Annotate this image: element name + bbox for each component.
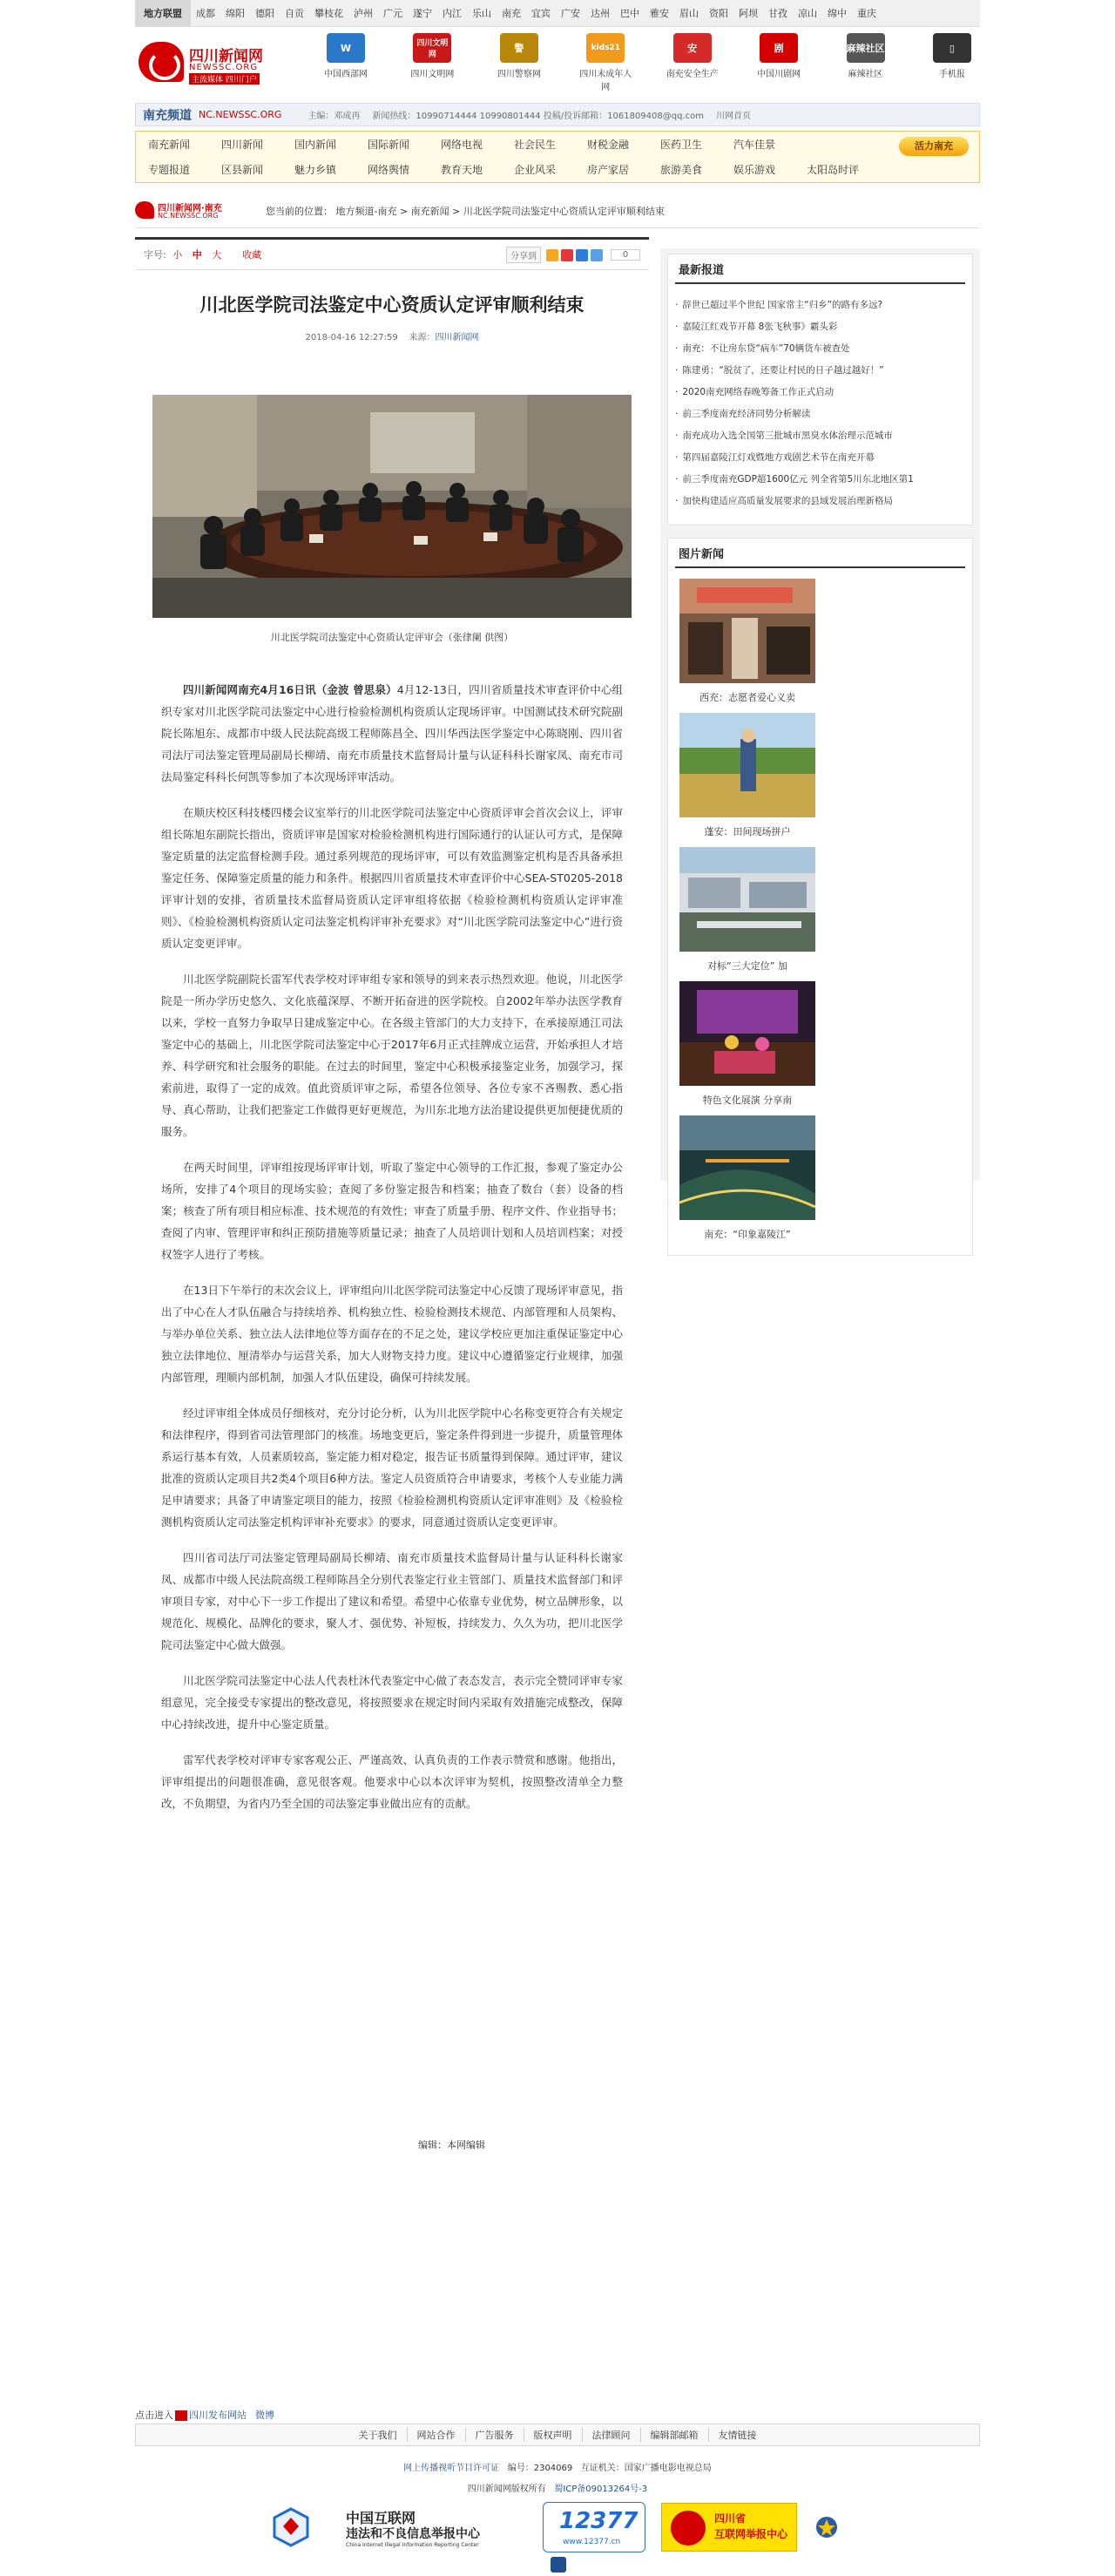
- channel-logo-title: 四川新闻网·南充: [158, 203, 222, 214]
- nav-item[interactable]: 汽车佳景: [733, 139, 776, 151]
- latest-news-item[interactable]: · 加快构建适应高质量发展要求的县域发展治理新格局: [675, 491, 965, 512]
- market-photo-image: [679, 579, 815, 683]
- weibo-link[interactable]: 微博: [255, 2410, 274, 2421]
- city-link[interactable]: 遂宁: [413, 8, 432, 19]
- city-link[interactable]: 重庆: [857, 8, 876, 19]
- footer-enter-links: [135, 2408, 274, 2422]
- partner-link[interactable]: [751, 33, 807, 92]
- license-authority: 互证机关：国家广播电影电视总局: [580, 2464, 712, 2473]
- photo-news-image: [679, 579, 815, 683]
- partner-link-label: 四川警察网: [497, 70, 541, 79]
- photo-news-image: [679, 1115, 815, 1220]
- city-link[interactable]: 资阳: [709, 8, 728, 19]
- photo-news-image: [679, 981, 815, 1086]
- icp-link[interactable]: 蜀ICP备09013264号-3: [554, 2484, 648, 2494]
- article-paragraph: 在顺庆校区科技楼四楼会议室举行的川北医学院司法鉴定中心资质评审会首次会议上，评审组长陈旭东副院长指出，资质评审是国家对检验检测机构进行国际通行的认证认可方式，是保障鉴定质量的法定监督检测手段。通过系列规范的现场评审，可以有效监测鉴定机构是否具备承担鉴定任务、保障鉴定质量的能力和条件。根据四川省质量技术审查评价中心SEA-ST0205-2018评审计划的安排，省质量技术监督局资质认定评审组将依据《检验检测机构资质认定评审准则》、《检验检测机构资质认定司法鉴定机构评审补充要求》对“川北医学院司法鉴定中心”进行资质认定变更评审。: [161, 806, 623, 950]
- footer-link[interactable]: 广告服务: [466, 2428, 524, 2442]
- nav-item[interactable]: 房产家居: [587, 164, 630, 176]
- footer-link[interactable]: 友情链接: [718, 2430, 757, 2441]
- photo-news-title: 图片新闻: [679, 548, 725, 561]
- city-link[interactable]: 雅安: [650, 8, 669, 19]
- photo-news-caption[interactable]: 对标“三大定位” 加: [707, 960, 787, 972]
- sichuan-release-link[interactable]: 四川发布网站: [189, 2410, 247, 2421]
- nav-item[interactable]: 医药卫生: [660, 139, 703, 151]
- city-link[interactable]: 眉山: [679, 8, 699, 19]
- baidu-share-icon[interactable]: [576, 249, 588, 261]
- article-title: 川北医学院司法鉴定中心资质认定评审顺利结束: [199, 294, 585, 315]
- photo-news-item[interactable]: [673, 847, 821, 973]
- article-date: 2018-04-16 12:27:59: [305, 333, 398, 342]
- font-large-button[interactable]: 大: [212, 249, 222, 261]
- nav-item[interactable]: 太阳岛时评: [807, 164, 860, 176]
- article-paragraph: [161, 679, 623, 788]
- latest-news-title: 最新报道: [679, 264, 725, 277]
- footer-link[interactable]: 关于我们: [349, 2428, 408, 2442]
- license-number: 编号：2304069: [507, 2464, 573, 2473]
- report-12377-url: www.12377.cn: [563, 2538, 621, 2546]
- footer-license: [0, 2460, 1115, 2473]
- latest-news-list: [668, 284, 972, 525]
- report-center-logo-icon: [269, 2505, 313, 2549]
- city-link[interactable]: 成都: [196, 8, 215, 19]
- western-net-icon: W: [327, 33, 365, 63]
- nav-item[interactable]: 网络舆情: [368, 164, 410, 176]
- article-dateline: 四川新闻网南充4月16日讯（金波 曾思泉）: [183, 683, 397, 696]
- industrial-park-image: [679, 847, 815, 952]
- share-count: 0: [611, 249, 640, 261]
- article-photo: [152, 395, 632, 618]
- city-link[interactable]: 绵阳: [226, 8, 245, 19]
- logo-domain: NEWSSC.ORG: [189, 63, 259, 72]
- city-link[interactable]: 甘孜: [768, 8, 787, 19]
- favorite-button[interactable]: 收藏: [242, 249, 262, 261]
- city-link[interactable]: 南充: [502, 8, 521, 19]
- share-button[interactable]: 分享到: [506, 247, 541, 263]
- footer-link[interactable]: 编辑部邮箱: [641, 2428, 709, 2442]
- river-night-image: [679, 1115, 815, 1220]
- city-link[interactable]: 达州: [591, 8, 610, 19]
- nav-item[interactable]: 区县新闻: [221, 164, 264, 176]
- sichuan-report-logo-icon: [671, 2511, 706, 2545]
- region-bar: [135, 0, 980, 27]
- license-link[interactable]: 网上传播视听节目许可证: [403, 2464, 500, 2473]
- partner-link-label: 四川文明网: [410, 70, 455, 79]
- logo-title: 四川新闻网: [189, 48, 263, 65]
- latest-news-item[interactable]: · 前三季度南充经济同势分析解读: [675, 403, 965, 425]
- article-body: [135, 679, 649, 1814]
- latest-news-item[interactable]: · 前三季度南充GDP超1600亿元 列全省第5川东北地区第1: [675, 469, 965, 491]
- nav-item[interactable]: 专题报道: [148, 164, 191, 176]
- nav-row-1: [136, 132, 979, 157]
- photo-news-caption[interactable]: 南充：“印象嘉陵江”: [704, 1229, 791, 1240]
- article-column: [135, 237, 649, 1828]
- meeting-photo-image: [152, 395, 632, 618]
- partner-link-label: 麻辣社区: [848, 70, 883, 79]
- city-link[interactable]: 巴中: [620, 8, 639, 19]
- footer-link[interactable]: 法律顾问: [583, 2428, 641, 2442]
- mala-community-icon: 麻辣社区: [847, 33, 885, 63]
- article-paragraph: 川北医学院副院长雷军代表学校对评审组专家和领导的到来表示热烈欢迎。他说，川北医学院是一所办学历史悠久、文化底蕴深厚、不断开拓奋进的医学院校。自2002年举办法医学教育以来，学校一直努力争取早日建成鉴定中心。在各级主管部门的大力支持下，在承接原通江司法鉴定中心的基础上，川北医学院司法鉴定中心于2017年6月正式挂牌成立运营，开始承担人才培养、科学研究和社会服务的职能。在过去的时间里，鉴定中心积极承接鉴定业务，加强学习，探索前进，取得了一定的成效。值此资质评审之际，希望各位领导、各位专家不吝赐教、悉心指导、真心帮助，让我们把鉴定工作做得更好更规范，为川东北地方法治建设提供更加便捷优质的服务。: [161, 973, 623, 1138]
- footer-links: [135, 2423, 980, 2446]
- enter-label: 点击进入: [135, 2410, 173, 2421]
- latest-news-item[interactable]: · 辞世已超过半个世纪 国家常主“归乡”的路有多远?: [675, 295, 965, 316]
- photo-news-item[interactable]: [673, 1115, 821, 1241]
- nav-item[interactable]: 国内新闻: [294, 139, 337, 151]
- city-links: [191, 6, 882, 20]
- mobile-phone-icon: ▯: [933, 33, 971, 63]
- article-paragraph: 川北医学院司法鉴定中心法人代表杜沐代表鉴定中心做了表态发言，表示完全赞同评审专家组意见，完全接受专家提出的整改意见，将按照要求在规定时间内采取有效措施完成整改，保障中心持续改进，提升中心鉴定质量。: [161, 1674, 623, 1731]
- police-badge[interactable]: [813, 2514, 841, 2540]
- opera-icon: 剧: [760, 33, 798, 63]
- latest-news-item[interactable]: · 嘉陵江红戏节开幕 8张飞秋事》霸头彩: [675, 316, 965, 338]
- photo-news-item[interactable]: [673, 981, 821, 1107]
- nav-item[interactable]: 财税金融: [587, 139, 630, 151]
- channel-logo-domain: NC.NEWSSC.ORG: [158, 211, 219, 220]
- photo-news-caption[interactable]: 西充：志愿者爱心义卖: [699, 692, 795, 703]
- sichuan-report-center-badge[interactable]: [661, 2503, 797, 2552]
- partner-link[interactable]: [924, 33, 980, 92]
- copyright-text: 四川新闻网版权所有: [467, 2484, 546, 2494]
- photo-news-caption[interactable]: 特色文化展演 分享南: [702, 1095, 793, 1106]
- photo-news-grid: [668, 568, 972, 1255]
- sichuan-report-subtitle: 互联网举报中心: [714, 2528, 788, 2540]
- city-link[interactable]: 内江: [443, 8, 462, 19]
- photo-news-image: [679, 713, 815, 817]
- article-paragraph: 经过评审组全体成员仔细核对，充分讨论分析，认为川北医学院中心名称变更符合有关规定和法律程序，得到省司法管理部门的核准。场地变更后，鉴定条件得到进一步提升，质量管理体系运行基本有效，人员素质较高，鉴定能力相对稳定，报告证书质量得到保障。通过评审，建议批准的资质认定项目共2类4个项目6种方法。鉴定人员资质符合申请要求，考核个人专业能力满足申请要求；具备了申请鉴定项目的能力，按照《检验检测机构资质认定评审准则》及《检验检测机构资质认定司法鉴定机构评审补充要求》的要求，同意通过资质认定变更评审。: [161, 1407, 623, 1529]
- article-source-link[interactable]: 四川新闻网: [435, 333, 479, 342]
- article-paragraph: 雷军代表学校对评审专家客观公正、严谨高效、认真负责的工作表示赞赏和感谢。他指出，评审组提出的问题很准确，意见很客观。他要求中心以本次评审为契机，按照整改清单全力整改，不负期望，为省内乃至全国的司法鉴定事业做出应有的贡献。: [161, 1753, 623, 1810]
- footer-link[interactable]: 网站合作: [408, 2428, 466, 2442]
- city-link[interactable]: 宜宾: [531, 8, 551, 19]
- nav-item[interactable]: 魅力乡镇: [294, 164, 337, 176]
- nav-item[interactable]: 网络电视: [441, 139, 483, 151]
- report-badges: [266, 2499, 841, 2555]
- city-link[interactable]: 广元: [383, 8, 402, 19]
- civilization-net-icon: 四川文明网: [413, 33, 451, 63]
- partner-link-label: 四川未成年人网: [579, 70, 632, 92]
- article-editor: 编辑：本网编辑: [418, 2139, 485, 2151]
- photo-news-box: [667, 538, 973, 1256]
- report-center-english: China Internet Illegal Information Reporting Center: [346, 2542, 479, 2548]
- city-link[interactable]: 绵中: [828, 8, 847, 19]
- breadcrumb-path[interactable]: 您当前的位置： 地方频道-南充 > 南充新闻 > 川北医学院司法鉴定中心资质认定评审顺利结束: [266, 205, 665, 217]
- qzone-share-icon[interactable]: [546, 249, 558, 261]
- report-center-title: 中国互联网: [346, 2510, 416, 2526]
- nav-item[interactable]: 国际新闻: [368, 139, 410, 151]
- sichuan-report-title: 四川省: [714, 2512, 747, 2525]
- font-size-controls: [144, 247, 225, 261]
- partner-links: [309, 33, 980, 92]
- nav-row-2: [136, 157, 979, 182]
- nav-item[interactable]: 教育天地: [441, 164, 483, 176]
- nav-special-badge[interactable]: 活力南充: [899, 137, 969, 156]
- latest-news-item[interactable]: · 第四届嘉陵江灯戏暨地方戏剧艺术节在南充开幕: [675, 447, 965, 469]
- article-paragraph: 在13日下午举行的末次会议上，评审组向川北医学院司法鉴定中心反馈了现场评审意见，指出了中心在人才队伍融合与持续培养、机构独立性、检验检测技术规范、内部管理和人员架构、与举办单位关系、独立法人法律地位等方面存在的不足之处，建议学校应更加注重保证鉴定中心独立法律地位、厘清举办与运营关系，加大人财物支持力度。建议中心遵循鉴定行业规律，加强内部管理，理顺内部机制，加强人才队伍建设，确保可持续发展。: [161, 1284, 623, 1384]
- partner-link[interactable]: [665, 33, 720, 92]
- photo-news-caption[interactable]: 蓬安：田间现场拼户: [704, 826, 791, 837]
- footer-link[interactable]: 版权声明: [524, 2428, 583, 2442]
- nav-item[interactable]: 社会民生: [514, 139, 557, 151]
- report-center-subtitle: 违法和不良信息举报中心: [346, 2527, 480, 2541]
- channel-home-link[interactable]: 川网首页: [716, 112, 751, 121]
- city-link[interactable]: 德阳: [255, 8, 274, 19]
- font-size-label: 字号:: [144, 249, 166, 261]
- field-photo-image: [679, 713, 815, 817]
- city-link[interactable]: 自贡: [285, 8, 304, 19]
- safety-emblem-icon: 安: [673, 33, 712, 63]
- photo-caption: 川北医学院司法鉴定中心资质认定评审会（张律阑 供图）: [270, 632, 514, 643]
- article-meta: [135, 329, 649, 342]
- site-header: [135, 31, 980, 94]
- nav-item[interactable]: 企业风采: [514, 164, 557, 176]
- channel-bar: [135, 103, 980, 126]
- city-link[interactable]: 泸州: [354, 8, 373, 19]
- article-toolbar: [135, 237, 649, 270]
- partner-link[interactable]: [838, 33, 894, 92]
- channel-editor: 主编：邓成再: [307, 112, 361, 121]
- region-bar-title: 地方联盟: [135, 0, 191, 27]
- photo-news-item[interactable]: [673, 579, 821, 704]
- city-link[interactable]: 广安: [561, 8, 580, 19]
- city-link[interactable]: 乐山: [472, 8, 491, 19]
- article-paragraph: 在两天时间里，评审组按现场评审计划，听取了鉴定中心领导的工作汇报，参观了鉴定办公场所，安排了4个项目的现场实验；查阅了多份鉴定报告和档案；抽查了数台（套）设备的档案；核查了所有项目相应标准、技术规范的有效性；审查了质量手册、程序文件、作业指导书；查阅了内审、管理评审和纠正预防措施等质量记录；抽查了人员培训计划和人员培训档案；对授权签字人进行了考核。: [161, 1161, 623, 1261]
- partner-link[interactable]: [491, 33, 547, 92]
- latest-news-item[interactable]: · 南充成功入选全国第三批城市黑臭水体治理示范城市: [675, 425, 965, 447]
- footer-copyright: [0, 2481, 1115, 2494]
- channel-logo-icon: [135, 201, 154, 219]
- partner-link[interactable]: [404, 33, 460, 92]
- font-small-button[interactable]: 小: [172, 249, 183, 261]
- city-link[interactable]: 攀枝花: [314, 8, 343, 19]
- performance-photo-image: [679, 981, 815, 1086]
- latest-news-box: [667, 254, 973, 525]
- partner-link[interactable]: [578, 33, 633, 92]
- tencent-share-icon[interactable]: [591, 249, 603, 261]
- partner-link-label: 中国川剧网: [757, 70, 801, 79]
- sidebar: [660, 248, 980, 1240]
- partner-link-label: 南充安全生产: [666, 70, 719, 79]
- police-emblem-icon: [813, 2514, 841, 2540]
- latest-news-item[interactable]: · 南充：不让房东贷“病车”70辆货车被查处: [675, 338, 965, 360]
- font-medium-button[interactable]: 中: [192, 249, 202, 261]
- nav-item[interactable]: 四川新闻: [221, 139, 264, 151]
- article-paragraph-text: 4月12-13日，四川省质量技术审查评价中心组织专家对川北医学院司法鉴定中心进行检验检测机构资质认定现场评审。中国测试技术研究院副院长陈旭东、成都市中级人民法院高级工程师陈昌全、四川华西法医学鉴定中心陈晓刚、四川省司法厅司法鉴定管理局副局长柳靖、南充市质量技术监督局计量与认证科科长谢家凤、南充市司法局鉴定科科长何凯等参加了本次现场评审活动。: [161, 683, 623, 783]
- channel-hotline: 新闻热线：10990714444 10990801444 投稿/投诉邮箱：1061809408@qq.com: [372, 112, 704, 121]
- channel-logo[interactable]: [135, 198, 248, 224]
- article-source-label: 来源：: [409, 333, 436, 342]
- channel-name: 南充频道: [143, 108, 192, 123]
- cyber-report-center-badge[interactable]: [266, 2500, 527, 2554]
- channel-nav: [135, 131, 980, 183]
- report-12377-number: 12377: [559, 2508, 639, 2534]
- city-link[interactable]: 凉山: [798, 8, 817, 19]
- logo-slogan: 主流媒体 四川门户: [189, 73, 260, 85]
- photo-news-image: [679, 847, 815, 952]
- article-paragraph: 四川省司法厅司法鉴定管理局副局长柳靖、南充市质量技术监督局计量与认证科科长谢家凤、成都市中级人民法院高级工程师陈昌全分别代表鉴定行业主管部门、质量技术监督部门和评审项目专家，对中心下一步工作提出了建议和希望。希望中心依靠专业优势，树立品牌形象，以规范化、规模化、品牌化的要求，聚人才、强优势、补短板，持续发力、久久为功，把川北医学院司法鉴定中心做大做强。: [161, 1551, 623, 1651]
- partner-link-label: 中国西部网: [324, 70, 368, 79]
- nav-item[interactable]: 娱乐游戏: [733, 164, 776, 176]
- logo-mark-icon: [139, 42, 184, 82]
- report-12377-badge[interactable]: [543, 2502, 645, 2552]
- latest-news-item[interactable]: · 陈建勇：“脱贫了，还要让村民的日子越过越好！”: [675, 360, 965, 382]
- partner-link-label: 手机报: [938, 70, 965, 79]
- kids21-icon: kids21: [586, 33, 625, 63]
- city-link[interactable]: 阿坝: [739, 8, 758, 19]
- channel-domain: NC.NEWSSC.ORG: [199, 109, 282, 120]
- security-shield-icon[interactable]: [551, 2557, 566, 2573]
- weibo-share-icon[interactable]: [561, 249, 573, 261]
- partner-link[interactable]: [318, 33, 374, 92]
- police-badge-icon: 警: [500, 33, 538, 63]
- photo-news-item[interactable]: [673, 713, 821, 838]
- sichuan-release-icon: [175, 2410, 187, 2421]
- site-logo[interactable]: [135, 37, 309, 89]
- nav-item[interactable]: 旅游美食: [660, 164, 703, 176]
- breadcrumb: [135, 193, 980, 228]
- latest-news-item[interactable]: · 2020南充网络春晚筹备工作正式启动: [675, 382, 965, 403]
- share-bar: [506, 247, 640, 263]
- nav-item[interactable]: 南充新闻: [148, 139, 191, 151]
